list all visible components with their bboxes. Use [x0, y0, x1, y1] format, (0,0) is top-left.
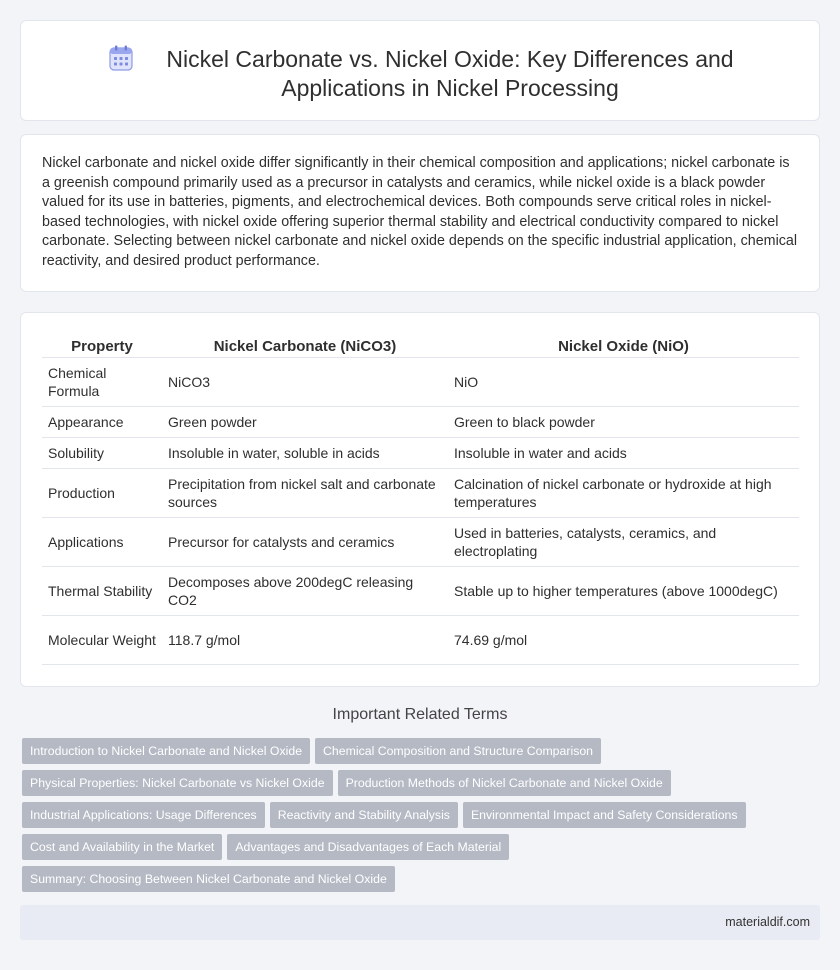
footer: [20, 905, 820, 940]
related-term-tag[interactable]: Physical Properties: Nickel Carbonate vs Nickel Oxide: [22, 770, 333, 796]
related-term-tag[interactable]: Reactivity and Stability Analysis: [270, 802, 458, 828]
cell-nickel-oxide: Used in batteries, catalysts, ceramics, and electroplating: [448, 518, 799, 567]
related-term-tag[interactable]: Chemical Composition and Structure Comparison: [315, 738, 601, 764]
cell-nickel-oxide: 74.69 g/mol: [448, 616, 799, 665]
cell-nickel-carbonate: Precipitation from nickel salt and carbonate sources: [162, 469, 448, 518]
cell-nickel-oxide: Calcination of nickel carbonate or hydroxide at high temperatures: [448, 469, 799, 518]
cell-nickel-oxide: Stable up to higher temperatures (above 1000degC): [448, 567, 799, 616]
related-term-tag[interactable]: Introduction to Nickel Carbonate and Nickel Oxide: [22, 738, 310, 764]
related-term-tag[interactable]: Advantages and Disadvantages of Each Material: [227, 834, 509, 860]
cell-nickel-carbonate: 118.7 g/mol: [162, 616, 448, 665]
cell-nickel-carbonate: Decomposes above 200degC releasing CO2: [162, 567, 448, 616]
cell-nickel-oxide: Insoluble in water and acids: [448, 438, 799, 469]
header-nickel-carbonate: Nickel Carbonate (NiCO3): [162, 334, 448, 358]
cell-property: Appearance: [42, 407, 162, 438]
cell-nickel-carbonate: Insoluble in water, soluble in acids: [162, 438, 448, 469]
table-row: [42, 407, 799, 438]
cell-property: Applications: [42, 518, 162, 567]
related-term-tag[interactable]: Environmental Impact and Safety Considerations: [463, 802, 746, 828]
table-row: [42, 469, 799, 518]
cell-property: Molecular Weight: [42, 616, 162, 665]
table-row: [42, 518, 799, 567]
intro-card: [20, 134, 820, 292]
cell-nickel-carbonate: Green powder: [162, 407, 448, 438]
related-term-tag[interactable]: Industrial Applications: Usage Differences: [22, 802, 265, 828]
table-row: [42, 358, 799, 407]
related-term-tag[interactable]: Summary: Choosing Between Nickel Carbonate and Nickel Oxide: [22, 866, 395, 892]
page-title: Nickel Carbonate vs. Nickel Oxide: Key Differences and Applications in Nickel Processing: [166, 46, 734, 101]
cell-property: Chemical Formula: [42, 358, 162, 407]
footer-site-name[interactable]: materialdif.com: [725, 915, 810, 929]
title-card: [20, 20, 820, 121]
intro-paragraph: Nickel carbonate and nickel oxide differ significantly in their chemical composition and applications; nickel carbonate is a greenish compound primarily used as a precursor in catalysts and ceramics, while nickel oxide is a black powder valued for its use in batteries, pigments, and electrochemical devices. Both compounds serve critical roles in nickel-based technologies, with nickel oxide offering superior thermal stability and electrical conductivity compared to nickel carbonate. Selecting between nickel carbonate and nickel oxide depends on the specific industrial application, chemical reactivity, and desired product performance.: [42, 155, 798, 269]
related-terms-heading: Important Related Terms: [332, 706, 508, 723]
cell-property: Thermal Stability: [42, 567, 162, 616]
table-header-row: [42, 334, 799, 358]
header-property: Property: [42, 334, 162, 358]
cell-nickel-carbonate: Precursor for catalysts and ceramics: [162, 518, 448, 567]
related-term-tag[interactable]: Production Methods of Nickel Carbonate and Nickel Oxide: [338, 770, 671, 796]
cell-property: Production: [42, 469, 162, 518]
comparison-table-card: [20, 312, 820, 687]
cell-nickel-carbonate: NiCO3: [162, 358, 448, 407]
table-row: [42, 567, 799, 616]
cell-property: Solubility: [42, 438, 162, 469]
comparison-table: [42, 334, 799, 665]
cell-nickel-oxide: NiO: [448, 358, 799, 407]
related-terms-list: [22, 738, 812, 898]
table-row: [42, 438, 799, 469]
table-row: [42, 616, 799, 665]
header-nickel-oxide: Nickel Oxide (NiO): [448, 334, 799, 358]
cell-nickel-oxide: Green to black powder: [448, 407, 799, 438]
related-term-tag[interactable]: Cost and Availability in the Market: [22, 834, 222, 860]
